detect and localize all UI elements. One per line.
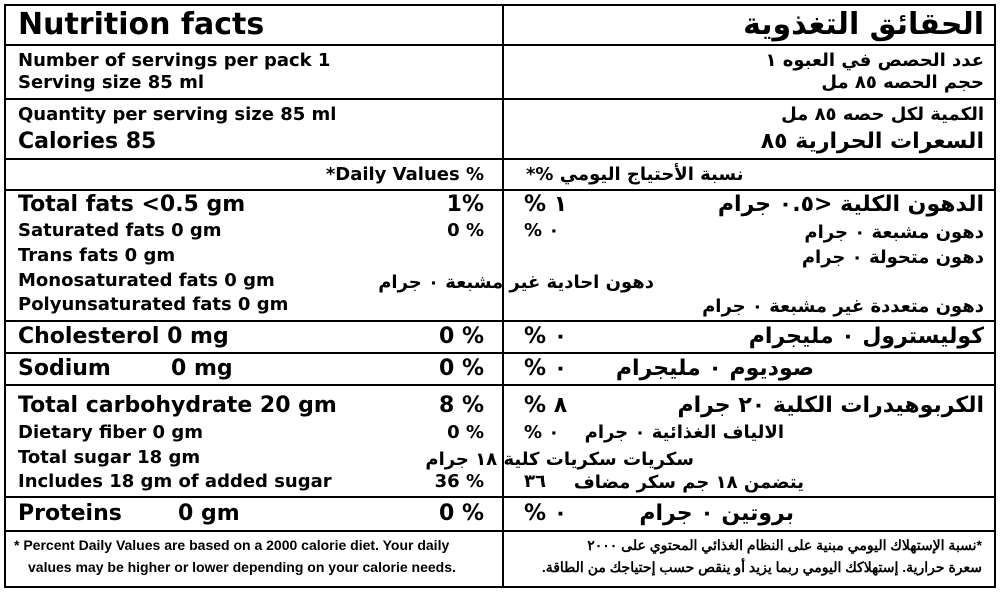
monosaturated-fats: Monosaturated fats 0 gm (18, 270, 275, 291)
total-sugar: Total sugar 18 gm (18, 447, 201, 468)
divider (6, 189, 994, 191)
polyunsaturated-fats-arabic: دهون متعددة غير مشبعة ٠ جرام (702, 296, 984, 317)
total-carbohydrate-arabic: الكربوهيدرات الكلية ٢٠ جرام (677, 393, 984, 418)
total-carbohydrate-percent: 8 % (438, 393, 484, 418)
proteins: Proteins (18, 501, 122, 526)
total-fats-arabic: الدهون الكلية <٠.٥ جرام (717, 192, 984, 217)
divider (6, 352, 994, 354)
footnote-line-1: * Percent Daily Values are based on a 2000 calorie diet. Your daily (14, 537, 450, 553)
added-sugar-percent-arabic: ٣٦ (524, 471, 546, 492)
sodium-percent: 0 % (438, 356, 484, 381)
proteins-percent: 0 % (438, 501, 484, 526)
saturated-fats-arabic: دهون مشبعة ٠ جرام (804, 222, 984, 243)
daily-values-header-arabic: نسبة الأحتياج اليومي %* (526, 164, 744, 185)
footnote-arabic-line-1: *نسبة الإستهلاك اليومي مبنية على النظام الغذائي المحتوي على ٢٠٠٠ (587, 537, 982, 553)
servings-per-pack-arabic: عدد الحصص في العبوه ١ (765, 50, 984, 71)
divider (6, 320, 994, 322)
added-sugar-arabic: يتضمن ١٨ جم سكر مضاف (573, 472, 804, 493)
divider (6, 44, 994, 46)
sodium: Sodium (18, 356, 111, 381)
dietary-fiber-percent-arabic: ٠ % (524, 422, 560, 443)
divider (6, 384, 994, 386)
sodium-percent-arabic: ٠ % (524, 356, 568, 381)
divider (6, 158, 994, 160)
proteins-arabic: بروتين ٠ جرام (639, 501, 794, 526)
total-sugar-arabic: سكريات سكريات كلية ١٨ جرام (425, 449, 694, 470)
dietary-fiber-percent: 0 % (447, 422, 484, 443)
proteins-percent-arabic: ٠ % (524, 501, 568, 526)
polyunsaturated-fats: Polyunsaturated fats 0 gm (18, 294, 289, 315)
footnote-arabic-line-2: سعرة حرارية. إستهلاكك اليومي ربما يزيد أو ينقص حسب إحتياجك من الطاقة. (541, 559, 982, 575)
total-fats-percent-arabic: ١ % (524, 192, 568, 217)
saturated-fats-percent: 0 % (447, 220, 484, 241)
saturated-fats: Saturated fats 0 gm (18, 220, 222, 241)
saturated-fats-percent-arabic: ٠ % (524, 220, 560, 241)
divider (6, 530, 994, 532)
dietary-fiber-arabic: الالياف الغذائية ٠ جرام (584, 422, 784, 443)
proteins-amount: 0 gm (178, 501, 240, 526)
added-sugar-percent: 36 % (434, 471, 484, 492)
nutrition-label (4, 4, 996, 588)
column-divider (502, 6, 504, 586)
calories-arabic: السعرات الحرارية ٨٥ (760, 129, 984, 154)
cholesterol-percent-arabic: ٠ % (524, 324, 568, 349)
servings-per-pack: Number of servings per pack 1 (18, 50, 331, 71)
trans-fats: Trans fats 0 gm (18, 245, 176, 266)
serving-size-arabic: حجم الحصه ٨٥ مل (821, 72, 984, 93)
added-sugar: Includes 18 gm of added sugar (18, 471, 332, 492)
dietary-fiber: Dietary fiber 0 gm (18, 422, 203, 443)
serving-size: Serving size 85 ml (18, 72, 204, 93)
cholesterol-arabic: كوليسترول ٠ مليجرام (748, 324, 984, 349)
quantity-per-serving-arabic: الكمية لكل حصه ٨٥ مل (781, 104, 984, 125)
total-carbohydrate-percent-arabic: ٨ % (524, 393, 568, 418)
title-arabic: الحقائق التغذوية (743, 7, 984, 42)
cholesterol: Cholesterol 0 mg (18, 324, 229, 349)
daily-values-header: *Daily Values % (325, 164, 484, 185)
trans-fats-arabic: دهون متحولة ٠ جرام (801, 247, 984, 268)
divider (6, 496, 994, 498)
monosaturated-fats-arabic: دهون احادية غير مشبعة ٠ جرام (378, 272, 654, 293)
footnote-line-2: values may be higher or lower depending on your calorie needs. (28, 559, 456, 575)
divider (6, 98, 994, 100)
quantity-per-serving: Quantity per serving size 85 ml (18, 104, 337, 125)
total-fats: Total fats <0.5 gm (18, 192, 246, 217)
sodium-arabic: صوديوم ٠ مليجرام (615, 356, 814, 381)
cholesterol-percent: 0 % (438, 324, 484, 349)
sodium-amount: 0 mg (171, 356, 233, 381)
calories: Calories 85 (18, 129, 157, 154)
title-english: Nutrition facts (18, 7, 265, 42)
total-carbohydrate: Total carbohydrate 20 gm (18, 393, 337, 418)
total-fats-percent: 1% (446, 192, 484, 217)
